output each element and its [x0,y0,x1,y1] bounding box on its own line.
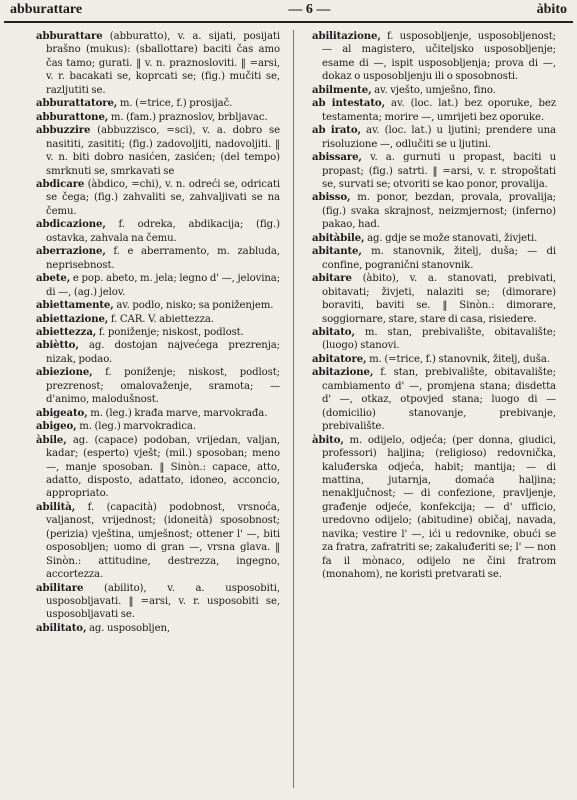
entry-headword: abburattare [36,30,103,42]
entry-headword: abete, [36,272,71,285]
dictionary-entry [36,434,280,501]
dictionary-entry [36,245,280,272]
dictionary-entry [36,178,280,218]
entry-headword: abitatore, [312,352,367,365]
dictionary-entry [312,272,556,326]
entry-headword: abiezione, [36,366,93,379]
dictionary-entry [312,232,556,245]
entry-definition: f. poniženje; niskost, podlost; prezrenost; omalovaženje, sramota; — d'animo, malodušnost. [46,367,280,406]
entry-definition: m. stan, prebivalište, obitavalište; (luogo) stanovi. [322,326,556,352]
entry-headword: aberrazione, [36,245,106,258]
entry-headword: abdicare [36,177,85,190]
entry-headword: abitato, [312,325,355,338]
entry-definition: m. (leg.) krađa marve, marvokrađa. [87,407,268,419]
entry-headword: abilitazione, [312,30,381,42]
entry-definition: av. (loc. lat.) bez oporuke, bez testamenta; morire —, umrijeti bez oporuke. [322,98,556,123]
entry-definition: v. a. gurnuti u propast, baciti u propast; (fig.) satrti. ‖ =arsi, v. r. stropoštati se, survati se; otvoriti se kao ponor, provalija. [322,152,556,190]
left-column [36,30,280,790]
entry-definition: m. (=trice, f.) stanovnik, žitelj, duša. [366,353,550,365]
page-number: — 6 — [288,2,331,17]
dictionary-entry [312,124,556,151]
entry-headword: ab intestato, [312,97,386,110]
entry-definition: f. stan, prebivalište, obitavalište; cambiamento d' —, promjena stana; disdetta d' —, otkaz, otpovjed stana; luogo di — (domicilio) stanovanje, prebivanje, prebivalište. [322,367,556,433]
dictionary-entry [36,420,280,433]
running-header [0,0,577,20]
dictionary-entry [36,501,280,582]
entry-definition: f. e aberramento, m. zabluda, neprisebnost. [46,246,280,271]
entry-headword: abiettezza, [36,325,97,338]
dictionary-entry [36,326,280,339]
entry-headword: abitante, [312,245,362,258]
dictionary-entry [312,151,556,191]
entry-definition: m. odijelo, odjeća; (per donna, giudici, professori) haljina; (religioso) redovnička, kaluđerska odjeća, habit; mantija; — di mattina, jutarnja, domaća haljina; nenaključnost; — di confezione, pravljenje, građenje odjeće, konfekcija; — d' ufficio, uredovno odijelo; (abitudine) običaj, navada, navika; vestire l' —, ići u redovnike, obući se za fratra, zafratriti se; zakaluđeriti se; l' — non fa il mònaco, odijelo ne čini fratrom (monahom), ne koristi pretvarati se. [322,434,556,581]
entry-headword: abigeo, [36,420,77,433]
dictionary-entry [312,30,556,84]
entry-headword: abiètto, [36,339,79,352]
entry-definition: f. CAR. V. abiettezza. [108,313,214,325]
entry-definition: f. poniženje; niskost, podlost. [96,326,244,338]
dictionary-entry [36,97,280,110]
entry-headword: ab irato, [312,124,361,137]
dictionary-entry [36,366,280,406]
entry-definition: (abbuzzisco, =sci), v. a. dobro se nasititi, zasititi; (fig.) zadovoljiti, nadovoljiti. ‖ v. n. biti dobro nasićen, zasićen; (del tempo) smrknuti se, smrkavati se [46,125,280,177]
dictionary-entry [312,434,556,582]
dictionary-entry [36,582,280,622]
dictionary-entry [36,407,280,420]
entry-definition: f. usposobljenje, usposobljenost; — al magistero, učiteljsko usposobljenje; esame di —, ispit usposobljenja; prova di —, dokaz o usposobljenju ili o sposobnosti. [322,31,556,83]
entry-headword: abbuzzire [36,124,91,137]
entry-headword: àbile, [36,433,67,446]
entry-headword: abiettamente, [36,299,114,312]
entry-definition: ag. (capace) podoban, vrijedan, valjan, kadar; (esperto) vješt; (mil.) sposoban; meno —, manje sposoban. ‖ Sinòn.: capace, atto, adatto, disposto, adattato, idoneo, acconcio, appropriato. [46,434,280,500]
dictionary-entry [312,84,556,97]
dictionary-entry [312,366,556,433]
dictionary-entry [36,272,280,299]
entry-definition: m. (fam.) praznoslov, brbljavac. [108,111,268,123]
dictionary-entry [312,245,556,272]
right-column [312,30,556,790]
entry-definition: (abilito), v. a. usposobiti, usposobljavati. ‖ =arsi, v. r. usposobiti se, usposobljavati se. [46,582,280,621]
entry-headword: abdicazione, [36,218,106,231]
dictionary-entry [36,218,280,245]
entry-headword: abissare, [312,151,362,164]
entry-definition: ag. dostojan najvećega prezrenja; nizak, podao. [46,340,280,365]
dictionary-entry [36,30,280,97]
entry-definition: (abburatto), v. a. sijati, posijati brašno (mukus): (sballottare) baciti čas amo čas tamo; gurati. ‖ v. n. praznosloviti. ‖ =arsi, v. r. bacakati se, koprcati se; (fig.) mučiti se, razljutiti se. [46,31,280,96]
entry-headword: àbito, [312,433,344,446]
dictionary-entry [36,299,280,312]
entry-definition: ag. gdje se može stanovati, živjeti. [364,232,538,244]
dictionary-entry [312,191,556,231]
entry-definition: m. (=trice, f.) prosijač. [117,98,233,110]
entry-headword: abilitato, [36,621,87,634]
entry-headword: abilmente, [312,83,372,96]
header-first-word: abburattare [10,2,83,17]
column-divider [293,30,294,788]
dictionary-entry [36,339,280,366]
entry-headword: abitare [312,272,352,285]
entry-headword: abitazione, [312,366,374,379]
header-last-word: àbito [536,2,567,17]
dictionary-entry [312,97,556,124]
entry-definition: (àbito), v. a. stanovati, prebivati, obitavati; živjeti, nalaziti se; (dimorare) boraviti, baviti se. ‖ Sinòn.: dimorare, soggiornare, stare, stare di casa, risiedere. [322,273,556,325]
entry-definition: m. ponor, bezdan, provala, provalija; (fig.) svaka skrajnost, neizmjernost; (inferno) pakao, had. [322,192,556,231]
entry-headword: abilitare [36,581,84,594]
header-rule [4,21,573,23]
entry-definition: e pop. abeto, m. jela; legno d' —, jelovina; di —, (ag.) jelov. [46,273,280,298]
dictionary-entry [36,124,280,178]
entry-headword: abburattatore, [36,97,118,110]
entry-definition: m. (leg.) marvokradica. [76,421,196,433]
entry-definition: f. odreka, abdikacija; (fig.) ostavka, zahvala na čemu. [46,219,280,244]
dictionary-entry [36,622,280,635]
dictionary-entry [36,111,280,124]
entry-headword: abisso, [312,191,351,204]
entry-definition: ag. usposobljen, [86,622,171,634]
dictionary-entry [36,313,280,326]
entry-headword: abburattone, [36,110,109,123]
entry-definition: m. stanovnik, žitelj, duša; — di confine, pogranični stanovnik. [322,246,556,271]
entry-headword: abitàbile, [312,231,365,244]
entry-headword: abilità, [36,500,76,513]
dictionary-entry [312,326,556,353]
entry-definition: (àbdico, =chi), v. n. odreći se, odricati se čega; (fig.) zahvaliti se, zahvaljivati se na čemu. [46,178,280,217]
dictionary-entry [312,353,556,366]
entry-definition: av. podlo, nisko; sa poniženjem. [113,300,274,312]
entry-headword: abiettazione, [36,312,109,325]
entry-headword: abigeato, [36,406,88,419]
entry-definition: f. (capacità) podobnost, vrsnoća, valjanost, vrijednost; (idoneità) sposobnost; (perizia) vještina, umješnost; ottener l' —, biti osposobljen; uomo di gran —, vrsna glava. ‖ Sinòn.: attitudine, destrezza, ingegno, accortezza. [46,501,280,581]
entry-definition: av. (loc. lat.) u ljutini; prendere una risoluzione —, odlučiti se u ljutini. [322,125,556,150]
entry-definition: av. vješto, umješno, fino. [371,84,496,96]
